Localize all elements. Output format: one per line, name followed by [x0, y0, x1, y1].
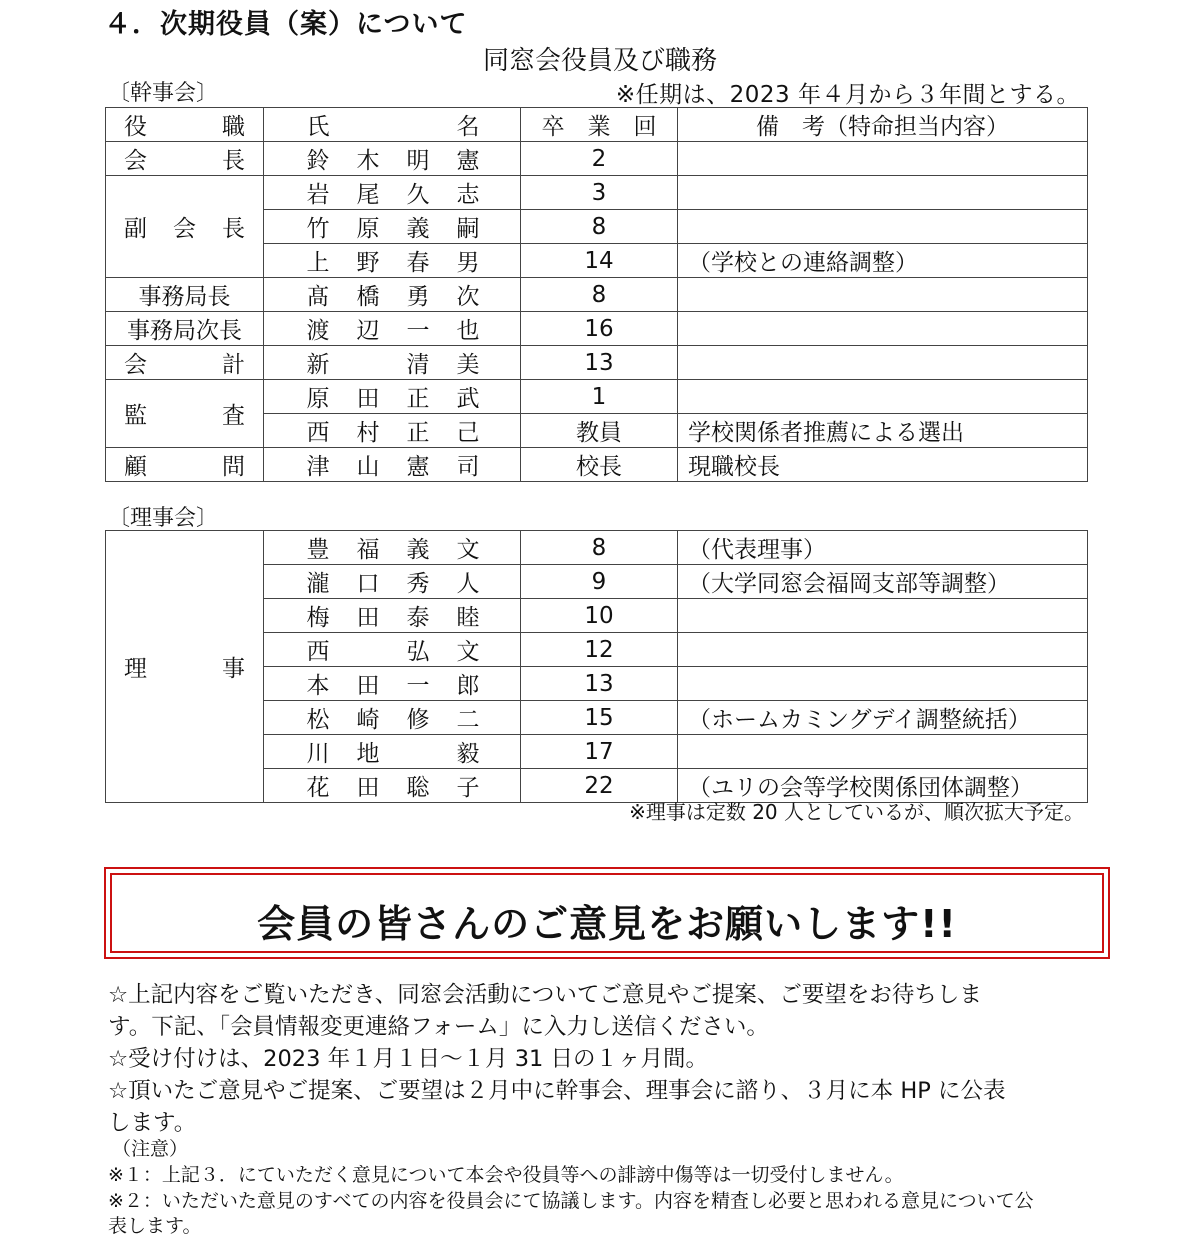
name-cell: [264, 278, 521, 312]
name-char: 尾: [356, 182, 380, 208]
role-char: 事: [222, 656, 245, 682]
rijikai-label: 〔理事会〕: [108, 506, 219, 531]
name-text: [306, 142, 480, 175]
table-row: [106, 346, 1088, 380]
role-char: 副: [124, 216, 147, 242]
name-char: 司: [456, 454, 480, 480]
name-char: 口: [356, 571, 380, 597]
role-cell: [106, 312, 264, 346]
grad-cell: 3: [521, 176, 678, 210]
name-char: 崎: [356, 707, 380, 733]
grad-cell: 8: [521, 210, 678, 244]
name-char: 己: [456, 420, 480, 446]
name-char: 西: [306, 639, 330, 665]
name-char: 山: [356, 454, 380, 480]
name-text: [306, 176, 480, 209]
table-row: [106, 380, 1088, 414]
note-cell: [678, 210, 1088, 244]
role-cell: [106, 176, 264, 278]
grad-cell: 16: [521, 312, 678, 346]
role-cell: [106, 142, 264, 176]
name-char: 睦: [456, 605, 480, 631]
name-cell: [264, 414, 521, 448]
name-cell: [264, 735, 521, 769]
note-cell: （代表理事）: [678, 531, 1088, 565]
name-char: [406, 735, 430, 768]
name-char: 辺: [356, 318, 380, 344]
name-text: [306, 701, 480, 734]
grad-cell: 10: [521, 599, 678, 633]
rijikai-table: [105, 530, 1088, 803]
name-char: 岩: [306, 182, 330, 208]
name-char: 毅: [456, 741, 480, 767]
name-cell: [264, 244, 521, 278]
body-line: ☆頂いたご意見やご提案、ご要望は２月中に幹事会、理事会に諮り、３月に本 HP に公表: [108, 1078, 1006, 1104]
document-title: 同窓会役員及び職務: [482, 46, 717, 76]
name-char: 村: [356, 420, 380, 446]
name-char: [406, 108, 430, 141]
note-cell: [678, 735, 1088, 769]
name-char: 修: [406, 707, 430, 733]
grad-cell: 8: [521, 531, 678, 565]
term-note: ※任期は、2023 年４月から３年間とする。: [615, 82, 1080, 108]
grad-cell: 14: [521, 244, 678, 278]
note-cell: [678, 599, 1088, 633]
header-grad: 卒 業 回: [521, 108, 678, 142]
appeal-box: [104, 867, 1110, 959]
table-row: [106, 448, 1088, 482]
name-char: 本: [306, 673, 330, 699]
name-char: 原: [306, 386, 330, 412]
name-char: 新: [306, 352, 330, 378]
role-char: 事務局次長: [127, 318, 242, 344]
name-char: 竹: [306, 216, 330, 242]
table-row: [106, 176, 1088, 210]
name-char: 原: [356, 216, 380, 242]
role-text: [124, 278, 245, 311]
name-text: [306, 565, 480, 598]
name-char: 豊: [306, 537, 330, 563]
role-char: 顧: [124, 454, 147, 480]
note-line: ※２：いただいた意見のすべての内容を役員会にて協議します。内容を精査し必要と思われる意見について公: [108, 1190, 1034, 1212]
grad-cell: 1: [521, 380, 678, 414]
name-text: [306, 633, 480, 666]
role-cell: [106, 448, 264, 482]
name-char: 福: [356, 537, 380, 563]
name-char: 勇: [406, 284, 430, 310]
name-char: [356, 108, 380, 141]
name-char: 清: [406, 352, 430, 378]
role-text: [124, 346, 245, 379]
name-cell: [264, 769, 521, 803]
note-cell: 現職校長: [678, 448, 1088, 482]
role-char: 監: [124, 403, 147, 429]
name-char: 嗣: [456, 216, 480, 242]
note-cell: （大学同窓会福岡支部等調整）: [678, 565, 1088, 599]
note-cell: [678, 176, 1088, 210]
grad-cell: 15: [521, 701, 678, 735]
name-char: 也: [456, 318, 480, 344]
name-text: [306, 278, 480, 311]
name-char: 橋: [356, 284, 380, 310]
role-cell: [106, 531, 264, 803]
role-text: [124, 210, 245, 243]
name-char: 正: [406, 386, 430, 412]
name-char: 人: [456, 571, 480, 597]
name-cell: [264, 633, 521, 667]
role-text: [124, 142, 245, 175]
table-row: [106, 531, 1088, 565]
grad-cell: 9: [521, 565, 678, 599]
name-char: 聡: [406, 775, 430, 801]
role-char: 会: [124, 352, 147, 378]
role-char: 長: [222, 216, 245, 242]
appeal-text: 会員の皆さんのご意見をお願いします!!: [257, 902, 957, 946]
role-cell: [106, 278, 264, 312]
name-char: 名: [456, 114, 480, 140]
name-char: 瀧: [306, 571, 330, 597]
name-char: 義: [406, 216, 430, 242]
name-char: 田: [356, 605, 380, 631]
name-text: [306, 735, 480, 768]
name-char: 正: [406, 420, 430, 446]
name-text: [306, 531, 480, 564]
name-char: 義: [406, 537, 430, 563]
name-char: 男: [456, 250, 480, 276]
name-char: [356, 346, 380, 379]
note-cell: [678, 278, 1088, 312]
name-text: [306, 667, 480, 700]
name-char: 花: [306, 775, 330, 801]
body-line: す。下記、「会員情報変更連絡フォーム」に入力し送信ください。: [108, 1014, 769, 1040]
name-char: 野: [356, 250, 380, 276]
name-char: 田: [356, 386, 380, 412]
name-char: 津: [306, 454, 330, 480]
table-header-row: [106, 108, 1088, 142]
name-text: [306, 448, 480, 481]
name-text: [306, 769, 480, 802]
note-line: 表します。: [108, 1215, 202, 1237]
name-char: 田: [356, 673, 380, 699]
name-char: 松: [306, 707, 330, 733]
note-cell: [678, 380, 1088, 414]
name-char: 氏: [306, 114, 330, 140]
name-text: [306, 210, 480, 243]
name-cell: [264, 701, 521, 735]
note-cell: [678, 633, 1088, 667]
name-char: 髙: [306, 284, 330, 310]
role-char: 役: [124, 114, 147, 140]
role-char: 計: [222, 352, 245, 378]
name-char: 美: [456, 352, 480, 378]
body-line: します。: [108, 1110, 197, 1136]
rijikai-note: ※理事は定数 20 人としているが、順次拡大予定。: [629, 800, 1084, 824]
body-line: ☆上記内容をご覧いただき、同窓会活動についてご意見やご提案、ご要望をお待ちしま: [108, 982, 982, 1008]
table-row: [106, 142, 1088, 176]
role-char: 査: [222, 403, 245, 429]
role-cell: [106, 380, 264, 448]
role-char: 長: [222, 148, 245, 174]
name-char: 文: [456, 537, 480, 563]
role-char: 会: [124, 148, 147, 174]
name-char: 西: [306, 420, 330, 446]
name-char: 上: [306, 250, 330, 276]
note-cell: （ホームカミングデイ調整統括）: [678, 701, 1088, 735]
note-cell: [678, 667, 1088, 701]
name-char: 文: [456, 639, 480, 665]
name-cell: [264, 531, 521, 565]
table-row: [106, 278, 1088, 312]
name-text: [306, 108, 480, 141]
role-text: [124, 650, 245, 683]
notes-heading: （注意）: [112, 1138, 189, 1160]
name-cell: [264, 599, 521, 633]
role-char: 理: [124, 656, 147, 682]
name-char: 弘: [406, 639, 430, 665]
grad-cell: 教員: [521, 414, 678, 448]
name-char: 木: [356, 148, 380, 174]
role-char: 会: [173, 216, 196, 242]
name-char: 梅: [306, 605, 330, 631]
name-char: 二: [456, 707, 480, 733]
note-cell: [678, 312, 1088, 346]
note-cell: （学校との連絡調整）: [678, 244, 1088, 278]
name-char: 志: [456, 182, 480, 208]
grad-cell: 校長: [521, 448, 678, 482]
name-text: [306, 312, 480, 345]
name-char: 一: [406, 673, 430, 699]
name-char: 泰: [406, 605, 430, 631]
name-char: 田: [356, 775, 380, 801]
name-cell: [264, 142, 521, 176]
role-char: 問: [222, 454, 245, 480]
grad-cell: 13: [521, 346, 678, 380]
name-text: [306, 346, 480, 379]
name-char: 渡: [306, 318, 330, 344]
name-char: 春: [406, 250, 430, 276]
table-row: [106, 312, 1088, 346]
body-line: ☆受け付けは、2023 年１月１日～１月 31 日の１ヶ月間。: [108, 1046, 709, 1072]
note-cell: [678, 346, 1088, 380]
name-cell: [264, 210, 521, 244]
name-char: 地: [356, 741, 380, 767]
role-cell: [106, 346, 264, 380]
name-char: 川: [306, 741, 330, 767]
role-cell: [106, 108, 264, 142]
name-char: 次: [456, 284, 480, 310]
grad-cell: 2: [521, 142, 678, 176]
name-cell: [264, 448, 521, 482]
name-text: [306, 380, 480, 413]
role-char: 事務局長: [138, 284, 231, 310]
name-text: [306, 414, 480, 447]
name-text: [306, 599, 480, 632]
role-text: [124, 448, 245, 481]
name-cell: [264, 312, 521, 346]
grad-cell: 12: [521, 633, 678, 667]
name-cell: [264, 108, 521, 142]
name-char: 久: [406, 182, 430, 208]
name-char: 郎: [456, 673, 480, 699]
name-cell: [264, 346, 521, 380]
name-char: 明: [406, 148, 430, 174]
name-char: 憲: [406, 454, 430, 480]
grad-cell: 8: [521, 278, 678, 312]
name-char: 子: [456, 775, 480, 801]
note-cell: 学校関係者推薦による選出: [678, 414, 1088, 448]
name-cell: [264, 565, 521, 599]
role-text: [124, 397, 245, 430]
note-cell: （ユリの会等学校関係団体調整）: [678, 769, 1088, 803]
name-cell: [264, 667, 521, 701]
grad-cell: 13: [521, 667, 678, 701]
header-note: 備 考（特命担当内容）: [678, 108, 1088, 142]
name-cell: [264, 176, 521, 210]
name-char: 鈴: [306, 148, 330, 174]
name-char: 秀: [406, 571, 430, 597]
grad-cell: 22: [521, 769, 678, 803]
name-char: 武: [456, 386, 480, 412]
name-char: 憲: [456, 148, 480, 174]
role-text: [124, 108, 245, 141]
role-char: 職: [222, 114, 245, 140]
section-heading: ４．次期役員（案）について: [104, 9, 468, 40]
role-text: [124, 312, 245, 345]
name-cell: [264, 380, 521, 414]
grad-cell: 17: [521, 735, 678, 769]
name-text: [306, 244, 480, 277]
name-char: 一: [406, 318, 430, 344]
kanjikai-label: 〔幹事会〕: [108, 81, 219, 106]
note-cell: [678, 142, 1088, 176]
note-line: ※１：上記３．にていただく意見について本会や役員等への誹謗中傷等は一切受付しません。: [108, 1164, 904, 1186]
name-char: [356, 633, 380, 666]
kanjikai-table: [105, 107, 1088, 482]
